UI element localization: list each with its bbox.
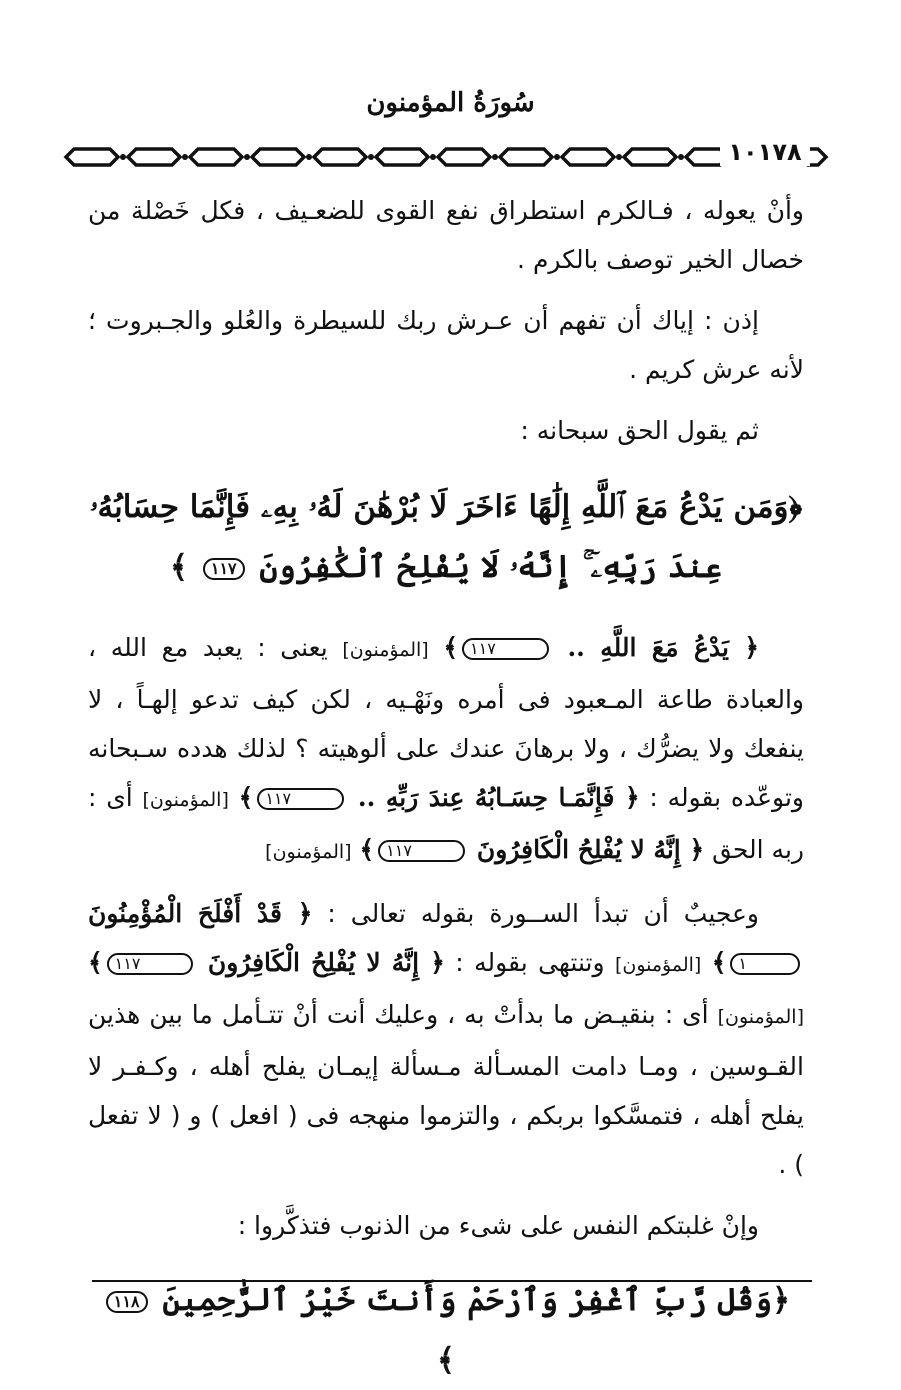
ornament-cell xyxy=(438,149,490,165)
page-body xyxy=(88,186,804,1390)
surah-title: سُورَةُ المؤمنون xyxy=(366,88,535,118)
quran-verse-118: ﴿وَقُل رَّبِّ ٱغْفِرْ وَٱرْحَمْ وَأَنتَ خَيْرُ ٱلرَّٰحِمِينَ ١١٨ ﴾ xyxy=(88,1270,804,1390)
verse-number-badge: ١١٧ xyxy=(257,788,344,810)
ornament-cell xyxy=(376,149,428,165)
page-number: ١٠١٧٨ xyxy=(720,138,810,166)
quran-verse-117 xyxy=(88,477,804,597)
ornament-cell xyxy=(128,149,180,165)
text: أى : ربه الحق xyxy=(88,783,804,864)
surah-reference: [المؤمنون] xyxy=(717,1006,804,1028)
verse-number-badge: ١١٧ xyxy=(107,953,194,975)
paragraph: وأنْ يعوله ، فـالكرم استطراق نفع القوى للضعـيف ، فكل خَصْلة من خصال الخير توصف بالكرم . xyxy=(88,196,804,274)
footer-rule xyxy=(92,1280,812,1282)
verse-number-badge: ١١٨ xyxy=(106,1291,148,1313)
surah-reference: [المؤمنون] xyxy=(265,841,352,863)
quote: ﴿ قَدْ أَفْلَحَ الْمُؤْمِنُونَ xyxy=(88,899,313,928)
quote: ﴿ فَإِنَّمَـا حِسَـابُهُ عِندَ رَبِّهِ .. xyxy=(357,783,640,812)
paragraph: ثم يقول الحق سبحانه : xyxy=(520,416,759,445)
paragraph: إذن : إياك أن تفهم أن عـرش ربك للسيطرة والعُلو والجـبروت ؛ لأنه عرش كريم . xyxy=(88,306,804,384)
paragraph: وإنْ غلبتكم النفس على شىء من الذنوب فتذكَّروا : xyxy=(237,1211,759,1240)
surah-reference: [المؤمنون] xyxy=(142,789,229,811)
ornament-cell xyxy=(624,149,676,165)
closing-bracket: ﴾ xyxy=(436,1342,456,1378)
text: وعجيبٌ أن تبدأ الســورة بقوله تعالى : xyxy=(327,899,759,928)
text: أى : بنقيـض ما بدأتْ به ، وعليك أنت أنْ تتـأمل ما بين هذين القـوسين ، ومـا دامت المسـألة مـسألة إيمـان يفلح أهله ، وكـفـر لا يفلح أهله ، فتمسَّكوا بربكم ، والتزموا منهجه فى ( افعل ) و ( لا تفعل ) . xyxy=(88,1000,804,1179)
ornament-cell xyxy=(190,149,242,165)
verse-line: ﴿وَمَن يَدْعُ مَعَ ٱللَّهِ إِلَٰهًا ءَاخَرَ لَا بُرْهَٰنَ لَهُۥ بِهِۦ فَإِنَّمَا حِسَابُهُۥ xyxy=(89,489,803,525)
quote: ﴿ يَدْعُ مَعَ اللَّهِ .. xyxy=(567,633,759,662)
quote: ﴿ إِنَّهُ لا يُفْلِحُ الْكَافِرُونَ xyxy=(207,948,445,977)
ornament-cell xyxy=(252,149,304,165)
surah-reference: [المؤمنون] xyxy=(342,639,429,661)
ornament-cell xyxy=(314,149,366,165)
paragraph: ﴿ يَدْعُ مَعَ اللَّهِ .. ١١٧﴾ [المؤمنون] يعنى : يعبد مع الله ، والعبادة طاعة المـعبود فى أمره ونَهْـيه ، لكن كيف تدعو إلهـاً ، لا ينفعك ولا يضرُّك ، ولا برهانَ عندك على ألوهيته ؟ لذلك هدده سـبحانه وتوعّده بقوله : ﴿ فَإِنَّمَـا حِسَـابُهُ عِندَ رَبِّهِ .. ١١٧﴾ [المؤمنون] أى : ربه الحق ﴿ إِنَّهُ لا يُفْلِحُ الْكَافِرُونَ ١١٧﴾ [المؤمنون] xyxy=(88,633,804,864)
verse-number-badge: ١١٧ xyxy=(378,840,465,862)
closing-bracket: ﴾ xyxy=(169,549,189,585)
paragraph: وعجيبٌ أن تبدأ الســورة بقوله تعالى : ﴿ قَدْ أَفْلَحَ الْمُؤْمِنُونَ ١﴾ [المؤمنون] وتنتهى بقوله : ﴿ إِنَّهُ لا يُفْلِحُ الْكَافِرُونَ ١١٧﴾ [المؤمنون] أى : بنقيـض ما بدأتْ به ، وعليك أنت أنْ تتـأمل ما بين هذين القـوسين ، ومـا دامت المسـألة مـسألة إيمـان يفلح أهله ، وكـفـر لا يفلح أهله ، فتمسَّكوا بربكم ، والتزموا منهجه فى ( افعل ) و ( لا تفعل ) . xyxy=(88,899,804,1179)
quote: ﴿ إِنَّهُ لا يُفْلِحُ الْكَافِرُونَ xyxy=(476,835,705,864)
text: وتنتهى بقوله : xyxy=(455,948,605,977)
ornament-cell xyxy=(66,149,118,165)
surah-reference: [المؤمنون] xyxy=(614,954,702,976)
verse-number-badge: ١ xyxy=(730,953,800,975)
verse-line: عِندَ رَبِّهِۦٓ ۚ إِنَّهُۥ لَا يُفْلِحُ ٱلْكَٰفِرُونَ ١١٧ ﴾ xyxy=(169,549,723,585)
ornamental-header-band xyxy=(60,146,830,168)
ornament-cell xyxy=(500,149,552,165)
ornament-cell xyxy=(562,149,614,165)
text: يعنى : يعبد مع الله ، والعبادة طاعة المـعبود فى أمره ونَهْـيه ، لكن كيف تدعو إلهـاً ، لا ينفعك ولا يضرُّك ، ولا برهانَ عندك على ألوهيته ؟ لذلك هدده سـبحانه وتوعّده بقوله : xyxy=(88,633,804,812)
verse-number-badge: ١١٧ xyxy=(462,638,549,660)
verse-number-badge: ١١٧ xyxy=(203,558,245,580)
